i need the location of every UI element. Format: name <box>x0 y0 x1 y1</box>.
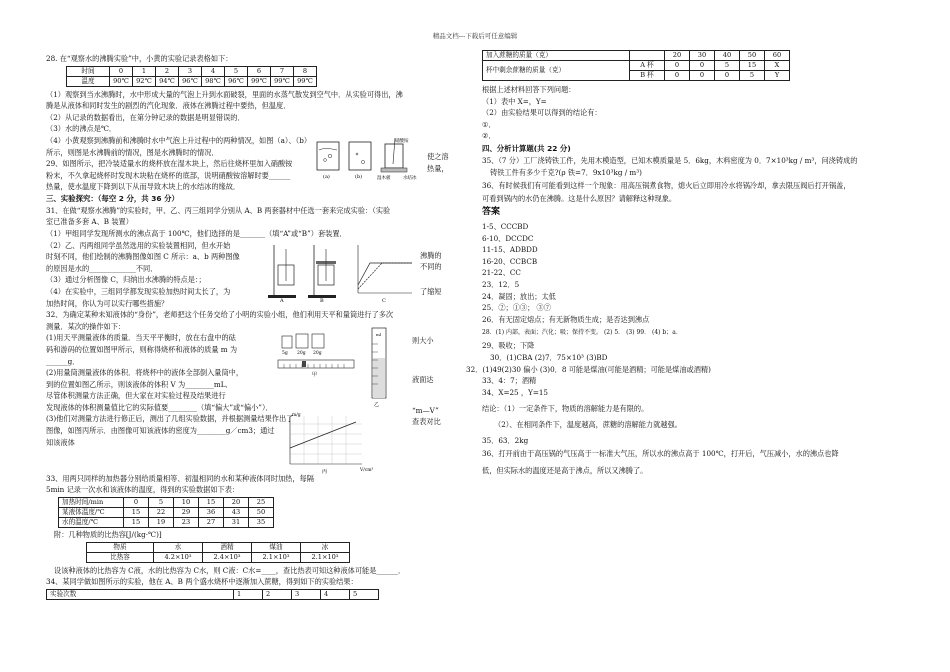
q32-line: 32、为确定某种未知液体的“身份”，老师把这个任务交给了小明的实验小组，他们利用天平和量筒进行了多次 <box>46 310 394 320</box>
answer-line: 11-15、ADBDD <box>482 245 538 255</box>
table-cell: 60 <box>765 51 790 61</box>
q29-side: 热量， <box>427 163 449 173</box>
table-row <box>59 497 274 507</box>
q31-line: （2）乙、丙两组同学虽然选用的实验装置相同，但水开始 <box>46 240 231 250</box>
table-cell: 5 <box>149 497 174 507</box>
q28-line: （3）水的沸点是℃． <box>46 124 117 134</box>
table-row <box>59 517 274 527</box>
q31-line: 的原因是水的_____________不同． <box>46 263 158 273</box>
q28-line: （4）小黄观察到沸腾前和沸腾时水中气泡上升过程中的两种情况，如图（a）、（b） <box>46 135 312 145</box>
table-cell: 1 <box>133 66 156 76</box>
table-cell: 加入蔗糖的质量（克） <box>483 51 630 61</box>
q35-line: 35、（7 分）工厂浇铸铁工件，先用木模造型，已知木模质量是 5．6kg，木料密度为 0．7×10³kg / m³，问浇铸成的 <box>482 156 858 166</box>
table-cell: 0 <box>665 61 690 71</box>
q31-line: 室已准备多套 A、B 装置） <box>46 217 133 227</box>
table-cell: 0 <box>690 61 715 71</box>
q32-side: 液面达 <box>412 374 434 384</box>
page-header: 精品文档---下载后可任意编辑 <box>432 32 518 40</box>
answer-line: 32．(1)49(2)30 偏小 (3)0．8 可能是煤油(可能是酒精；可能是煤油或酒精) <box>466 364 711 374</box>
q28-line: 所示，则图是水沸腾前的情况，图是水沸腾时的情况． <box>46 147 219 157</box>
table-cell: A 杯 <box>630 61 665 71</box>
q32-line: 图像，如图丙所示．由图像可知该液体的密度为________g／cm3；通过 <box>46 426 275 436</box>
table-cell: 99℃ <box>271 76 294 86</box>
fig-label-A: A <box>280 297 284 303</box>
table-cell: 96℃ <box>225 76 248 86</box>
right-column <box>466 50 906 477</box>
table-cell: 0 <box>715 71 740 81</box>
answers-title: 答案 <box>482 206 501 217</box>
table-cell: 10 <box>174 497 199 507</box>
q33-line: 33、用两只同样的加热器分别给质量相等、初温相同的水和某种液体同时加热，每隔 <box>46 473 314 483</box>
table-cell: 15 <box>124 517 149 527</box>
q31-line: 加热时间，你认为可以实行哪些措施？ <box>46 298 169 308</box>
table-cell: 冰 <box>301 542 350 552</box>
table-cell: 92℃ <box>133 76 156 86</box>
q31-side: 了缩短 <box>420 287 442 297</box>
q32-side: “m—V” <box>412 405 439 415</box>
table-cell: 5 <box>740 71 765 81</box>
fig-label-b: (b) <box>355 173 363 180</box>
table-cell: 5 <box>350 589 379 599</box>
table-cell: 31 <box>224 517 249 527</box>
table-cell: 25 <box>249 497 274 507</box>
table-cell: 99℃ <box>248 76 271 86</box>
table-cell: 15 <box>124 507 149 517</box>
q32-line: ______g． <box>46 356 80 366</box>
table-cell: 时间 <box>67 66 110 76</box>
q28-line: （2）从记录的数据看出，在第分钟记录的数据是明显错误的． <box>46 112 245 122</box>
table-cell: 4.2×10³ <box>154 552 203 562</box>
answer-line: 1-5、CCCBD <box>482 222 529 232</box>
table-cell: 43 <box>224 507 249 517</box>
answer-line: 29、吸收；下降 <box>482 341 535 351</box>
q33-note: 附：几种物质的比热容[J/(kg·℃)] <box>54 529 162 539</box>
table-cell: 水的温度/℃ <box>59 517 124 527</box>
answer-line: 24．凝固；放出；太低 <box>482 291 556 301</box>
q32-line: 尽管体积测量方法正确，但大家在对实验过程及结果进行 <box>46 391 226 401</box>
table-cell: 50 <box>249 507 274 517</box>
table-cell <box>630 51 665 61</box>
q32-line: (3)他们对测量方法进行修正后，测出了几组实验数据，并根据测量结果作出了 <box>46 414 294 424</box>
fig-axis-label: V/cm³ <box>360 467 374 473</box>
table-cell: 1 <box>234 589 263 599</box>
q35-line: 铸铁工件有多少千克?(ρ 铁=7．9x10³kg / m³) <box>490 167 642 177</box>
table-cell: 96℃ <box>179 76 202 86</box>
table-cell: 2 <box>263 589 292 599</box>
table-cell: X <box>765 61 790 71</box>
table-cell: 0 <box>665 71 690 81</box>
table-cell: 水 <box>154 542 203 552</box>
q29-side: 使之溶 <box>427 151 449 161</box>
table-cell: 23 <box>174 517 199 527</box>
table-row <box>87 542 350 552</box>
table-cell: 温度 <box>67 76 110 86</box>
table-cell: 2.4×10³ <box>203 552 252 562</box>
table-cell: 36 <box>199 507 224 517</box>
table-cell: 30 <box>690 51 715 61</box>
table-cell: 0 <box>124 497 149 507</box>
table-cell: 0 <box>690 71 715 81</box>
table-cell: 29 <box>174 507 199 517</box>
table-row <box>483 61 790 71</box>
answer-line: 30．(1)CBA (2)7．75×10³ (3)BD <box>490 352 608 362</box>
section-3-title: 三、实验探究：（每空 2 分，共 36 分） <box>46 193 179 203</box>
q31-side: 沸腾的 <box>420 250 442 260</box>
fig-label: 20g <box>297 350 306 356</box>
q32-side: 查表对比 <box>412 417 441 427</box>
fig-label: 湿木板 <box>377 175 391 180</box>
table-row <box>87 552 350 562</box>
q29-line: 粉末，不久拿起烧杯时发现木块粘在烧杯的底部，说明硝酸铵溶解时要______ <box>46 170 291 180</box>
table-cell: 22 <box>149 507 174 517</box>
answer-line: （2）、在相同条件下，温度越高，蔗糖的溶解能力就越强。 <box>494 419 682 429</box>
q34-table-header <box>46 589 379 600</box>
q28-intro: 28. 在“观察水的沸腾实验”中，小黄的实验记录表格如下： <box>46 54 233 63</box>
answer-line: 23．12．5 <box>482 280 520 290</box>
q32-line: 知该液体 <box>46 437 75 447</box>
fig-label-bing: 丙 <box>322 468 328 474</box>
table-cell: 物质 <box>87 542 154 552</box>
fig-label-C: C <box>382 297 386 303</box>
table-cell: 40 <box>715 51 740 61</box>
q32-line: 测量．某次的操作如下： <box>46 321 126 331</box>
table-cell: 比热容 <box>87 552 154 562</box>
table-cell: 15 <box>740 61 765 71</box>
table-cell: 4 <box>202 66 225 76</box>
q28-table <box>66 66 317 87</box>
table-cell: 19 <box>149 517 174 527</box>
answer-line: 28．(1) 内部，表面；汽化；吸；保持不变。 (2) 5． (3) 99． (4) b；a． <box>482 328 682 336</box>
table-row <box>67 66 317 76</box>
table-cell: 5 <box>225 66 248 76</box>
table-cell: Y <box>765 71 790 81</box>
table-cell: 35 <box>249 517 274 527</box>
fig-axis-label: m/g <box>292 412 301 418</box>
table-cell: 5 <box>715 61 740 71</box>
q33-line: 5min 记录一次水和该液体的温度，得到的实验数据如下表： <box>46 485 240 495</box>
q34-line: ②． <box>482 131 496 141</box>
q33-table <box>58 497 274 528</box>
q36-line: 36、有时候我们有可能看到这样一个现象：用高压锅煮食物，熄火后立即用冷水将锅冷却，拿去限压阀后打开锅盖， <box>482 180 851 190</box>
beaker-figure-29 <box>315 136 425 180</box>
table-cell: 99℃ <box>294 76 317 86</box>
table-cell: 98℃ <box>202 76 225 86</box>
q29-line: 29、如图所示，把冷装适量水的烧杯放在湿木块上，然后往烧杯里加入硝酸铵 <box>46 159 293 169</box>
table-cell: 50 <box>740 51 765 61</box>
q32-side: 则大小 <box>412 335 434 345</box>
q32-line: 到的位置如图乙所示，则该液体的体积 V 为________mL． <box>46 379 233 389</box>
q34-table <box>482 50 790 81</box>
answer-line: 36、打开前由于高压锅的气压高于一标准大气压，所以水的沸点高于 100℃，打开后，气压减小，水的沸点也降 <box>482 448 839 458</box>
q28-line: 腾是从液体和同时发生的剧烈的汽化现象．液体在沸腾过程中要热，但温度． <box>46 101 291 111</box>
table-cell: 杯中剩余蔗糖的质量（克） <box>483 61 630 81</box>
table-cell: 20 <box>224 497 249 507</box>
answer-line: 35．63．2kg <box>482 435 529 445</box>
fig-label-B: B <box>320 297 324 303</box>
q28-line: （1）观察到当水沸腾时，水中形成大量的气泡上升到水面破裂，里面的水蒸气散发到空气中．从实验可得出，沸 <box>46 89 403 99</box>
q32-line: 码和游码的位置如图甲所示，则称得烧杯和液体的质量 m 为 <box>46 344 238 354</box>
table-cell: 4 <box>321 589 350 599</box>
q31-line: （3）通过分析图像 C，归纳出水沸腾的特点是：； <box>46 275 206 285</box>
table-cell: 3 <box>292 589 321 599</box>
q33-tail: 设该种液体的比热容为 C液，水的比热容为 C水，则 C液：C水=____，查比热表可知这种液体可能是______． <box>54 565 406 575</box>
table-cell: 8 <box>294 66 317 76</box>
table-cell: 94℃ <box>156 76 179 86</box>
answer-line: 33、4：7；酒精 <box>482 376 537 386</box>
q34-intro: 34、某同学做如图所示的实验，他在 A、B 两个盛水烧杯中逐渐加入蔗糖，得到如下的实验结果： <box>46 577 358 587</box>
table-cell: 酒精 <box>203 542 252 552</box>
apparatus-figure-31 <box>266 241 416 303</box>
table-row <box>47 589 379 599</box>
q32-line: (1)用天平测量液体的质量．当天平平衡时，放在右盘中的砝 <box>46 333 236 343</box>
table-cell: 0 <box>110 66 133 76</box>
fig-label: 20g <box>313 350 322 356</box>
q32-line: (2)用量筒测量液体的体积．将烧杯中的液体全部倒入量筒中， <box>46 368 244 378</box>
table-cell: B 杯 <box>630 71 665 81</box>
q34-line: ①． <box>482 119 496 129</box>
answer-line: 结论：（1）一定条件下，物质的溶解能力是有限的。 <box>482 403 649 413</box>
table-cell: 加热时间/min <box>59 497 124 507</box>
section-4-title: 四、分析计算题(共 22 分) <box>482 144 571 154</box>
table-cell: 实验次数 <box>47 589 234 599</box>
answer-line: 低，但实际水的温度还是高于沸点，所以又沸腾了。 <box>482 465 648 475</box>
table-cell: 6 <box>248 66 271 76</box>
q32-line: 发现液体的体积测量值比它的实际值要________（填“偏大”或“偏小”）． <box>46 402 273 412</box>
fig-label: 硝酸铵 <box>395 138 409 144</box>
answer-line: 6-10、DCCDC <box>482 233 534 243</box>
q31-line: 31、在做“观察水沸腾”的实验时，甲、乙、丙三组同学分别从 A、B 两套器材中任选一套来完成实验：（实验 <box>46 205 391 215</box>
q34-line: 根据上述材料回答下列问题： <box>482 85 576 94</box>
left-column <box>46 54 466 600</box>
q36-line: 可看到锅内的水仍在沸腾。这是什么原因？请解释这种现象。 <box>482 193 677 203</box>
table-row <box>483 51 790 61</box>
q31-line: 时刻不同，他们绘制的沸腾图像如图 C 所示：a、b 两种图像 <box>46 252 240 262</box>
fig-label: ml <box>376 331 382 337</box>
table-row <box>59 507 274 517</box>
q34-line: （2）由实验结果可以得到的结论有： <box>482 108 602 118</box>
fig-label-jia: 甲 <box>312 371 318 378</box>
balance-cylinder-graph-figure <box>276 324 406 474</box>
answer-line: 26．有无固定熔点；有无新物质生成；是否达到沸点 <box>482 314 650 324</box>
table-cell: 90℃ <box>110 76 133 86</box>
answer-line: 25．②；①③； ③⑦ <box>482 303 551 313</box>
table-cell: 15 <box>199 497 224 507</box>
table-cell: 某液体温度/℃ <box>59 507 124 517</box>
table-cell: 7 <box>271 66 294 76</box>
q31-side: 不同的 <box>420 262 442 272</box>
q34-line: （1）表中 X=，Y= <box>482 96 547 106</box>
table-cell: 2 <box>156 66 179 76</box>
answer-line: 21-22、CC <box>482 268 521 278</box>
fig-label: 5g <box>282 350 288 356</box>
answer-line: 16-20、CCBCB <box>482 256 538 266</box>
table-cell: 2.1×10³ <box>252 552 301 562</box>
table-cell: 20 <box>665 51 690 61</box>
fig-label: 水结冰 <box>403 175 417 180</box>
q31-line: （1）甲组同学发现所测水的沸点高于 100℃，他们选择的是_______（填“A”或“B”）套装置． <box>46 228 347 238</box>
table-cell: 2.1×10³ <box>301 552 350 562</box>
q29-line: 热量，使水温度下降到以下从而导致木块上的水结冰的缘故． <box>46 182 241 192</box>
table-cell: 27 <box>199 517 224 527</box>
fig-label-a: (a) <box>323 173 330 180</box>
answer-line: 34、X=25 ，Y=15 <box>482 387 549 397</box>
q33-specific-heat-table <box>86 542 350 563</box>
table-row <box>67 76 317 86</box>
fig-label-yi: 乙 <box>374 401 380 408</box>
table-cell: 煤油 <box>252 542 301 552</box>
q31-line: （4）在实验中，三组同学都发现实验加热时间太长了，为 <box>46 286 231 296</box>
table-cell: 3 <box>179 66 202 76</box>
